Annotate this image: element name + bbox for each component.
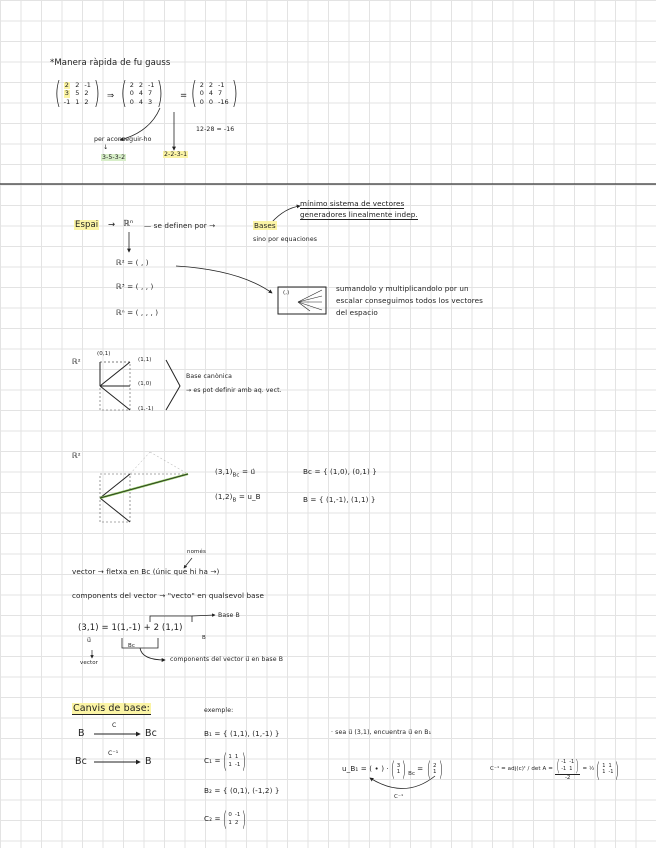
r2b-b: B = { (1,-1), (1,1) } [303, 495, 376, 504]
m1-cell: 2 [75, 81, 80, 90]
vecto-label: vector [80, 660, 99, 666]
desc-line-3: del espacio [336, 308, 378, 317]
ub-res-cell: 2 [433, 762, 437, 769]
desc-line-2: escalar conseguimos todos los vectores [336, 296, 484, 305]
adj-cell: -1 [569, 759, 575, 765]
final-cell: 1 [608, 762, 612, 769]
r2-tuple: ℝ² = ( , ) [116, 258, 149, 267]
box-vectors [298, 290, 322, 311]
m1-cell: 2 [84, 89, 89, 98]
ub-vec-cell: 3 [396, 762, 401, 769]
ub-eq: = [417, 764, 424, 774]
r2-to-box-curve [176, 266, 272, 293]
m3-cell: 0 [199, 97, 204, 106]
canvi-cinv-label: C⁻¹ [108, 750, 119, 757]
r2a-note-1: Base canònica [186, 373, 233, 380]
r2b-bc: Bc = { (1,0), (0,1) } [303, 467, 377, 476]
gauss-note-arrow: ↓ [103, 144, 109, 151]
canvi-c-label: C [112, 722, 117, 729]
matrix-1: ( 2 2 -1 3 5 2 -1 1 2 ) [54, 76, 100, 111]
bracket-top [150, 616, 192, 622]
row-b-text: 2-2-3-1 [164, 151, 188, 158]
m2-cell: 7 [148, 89, 153, 98]
cinv-curve-label: C⁻¹ [394, 794, 404, 800]
final-cell: -1 [608, 769, 614, 775]
m3-cell: 0 [208, 97, 213, 106]
r2a-p4: (1,-1) [138, 406, 154, 412]
adj-cell: -1 [561, 759, 567, 765]
components-note: components del vector u⃗ en base B [170, 656, 284, 663]
gauss-row-a [101, 155, 126, 161]
vector-fletxa: → fletxa en [97, 567, 139, 576]
bases-label [253, 222, 277, 229]
adj-fraction [555, 758, 581, 781]
box-label: (,) [283, 290, 290, 296]
r2a-p3: (1,0) [138, 381, 152, 387]
bc-small: Bc [128, 643, 135, 649]
m2-cell: 0 [129, 97, 134, 106]
matrix-2: ( 2 2 -1 0 4 7 0 4 3 ) [120, 76, 164, 111]
c1-def: C₁ = ( 1 1 1 -1 ) [204, 749, 247, 773]
matrix-3: ( 2 2 -1 0 4 7 0 0 -16 ) [190, 76, 238, 111]
m2-cell: -1 [148, 81, 155, 90]
final-cell: 1 [602, 769, 606, 775]
m1-cell: 1 [75, 97, 80, 106]
r2b-label: ℝ² [72, 451, 81, 460]
c1-label: C₁ = [204, 756, 221, 766]
c2-cell: 0 [228, 812, 232, 819]
defined-text: — se definen por → [144, 221, 216, 230]
r2a-label: ℝ² [72, 357, 81, 366]
c2-label: C₂ = [204, 814, 221, 824]
eq2-sub: B [232, 497, 237, 504]
vector-equation: (3,1) = 1(1,-1) + 2 (1,1) [78, 623, 183, 633]
m3-cell: 2 [199, 81, 204, 90]
m2-cell: 2 [138, 81, 143, 90]
eq1-sub: Bc [232, 472, 240, 479]
bases-arrow [272, 206, 300, 222]
exemple-label: exemple: [204, 707, 234, 714]
baseB-arrow [192, 615, 215, 616]
no-equations: sino por equaciones [253, 236, 318, 243]
vector-line-1 [72, 568, 219, 575]
canvis-title-text: Canvis de base: [73, 703, 150, 714]
c1-cell: -1 [234, 761, 241, 768]
rn-tuple: ℝⁿ = ( , , , ) [116, 308, 159, 317]
m3-cell: 7 [218, 89, 223, 98]
rn-label: ℝⁿ [123, 219, 134, 229]
m2-cell: 4 [138, 89, 143, 98]
m2-cell: 2 [129, 81, 134, 90]
desc-line-1: sumandolo y multiplicandolo por un [336, 284, 469, 293]
canvi-bc: Bc [145, 728, 157, 739]
m3-cell: 2 [208, 81, 213, 90]
vector-unic: (únic que hi ha →) [152, 567, 220, 576]
m1-cell: 2 [64, 81, 69, 90]
adj-cell: -1 [561, 765, 567, 772]
c1-cell: 1 [228, 761, 232, 768]
cinv-eq: C⁻¹ = adj(c)ᵗ / det A = [490, 765, 553, 772]
espai-arrow: → [108, 220, 116, 230]
adj-cell: 1 [569, 765, 573, 772]
r2b-eq1 [215, 468, 255, 479]
eq1-vec: (3,1) [215, 467, 233, 476]
m1-cell: 5 [75, 89, 80, 98]
eq2-rhs: = u_B [238, 492, 261, 501]
canvi-b-2: B [145, 756, 152, 767]
m2-cell: 0 [129, 89, 134, 98]
vector-bc: Bc [141, 567, 151, 576]
base-b-label: Base B [218, 612, 240, 619]
canvis-title [72, 704, 151, 714]
r2b-diagram [100, 452, 188, 522]
m1-cell: -1 [84, 81, 91, 90]
row-a-text: 3-5-3-2 [102, 154, 126, 161]
c2-def: C₂ = ( 0 -1 1 2 ) [204, 807, 247, 831]
vector-word: vector [72, 567, 96, 576]
gauss-row-b [163, 152, 188, 158]
cinv-formula: C⁻¹ = adj(c)ᵗ / det A = ( -1 -1 -1 1 ) -2 = ½ ( 1 1 1 -1 ) [490, 756, 620, 782]
ub-sub: Bc [408, 771, 416, 778]
ub-label: u_B₁ = ( • ) · [342, 764, 389, 774]
c2-cell: -1 [234, 812, 241, 819]
gauss-calc: 12-28 = -16 [196, 126, 235, 133]
b-small: B [202, 635, 206, 641]
adj-denominator: -2 [564, 775, 571, 781]
r2a-p2: (1,1) [138, 357, 152, 363]
c2-cell: 1 [228, 819, 232, 826]
ub-vec-cell: 1 [396, 769, 401, 775]
b2-def: B₂ = { (0,1), (-1,2) } [204, 786, 280, 795]
vector-line-2: components del vector → "vecto" en qualsevol base [72, 591, 264, 600]
gauss-arrow: ⇒ [107, 91, 115, 101]
m1-cell: 3 [64, 89, 69, 98]
m1-cell: -1 [63, 97, 71, 106]
m3-cell: 0 [199, 89, 204, 98]
m1-cell: 2 [84, 97, 89, 106]
r3-tuple: ℝ³ = ( , , ) [116, 282, 154, 291]
ub-res-cell: 1 [433, 769, 437, 775]
m3-cell: 4 [208, 89, 213, 98]
r2a-note-2: → es pot definir amb aq. vect. [186, 387, 282, 394]
canvi-bc-2: Bc [75, 756, 87, 767]
c1-cell: 1 [234, 754, 239, 761]
eq1-rhs: = u⃗ [241, 467, 256, 476]
c2-cell: 2 [234, 819, 239, 826]
m3-cell: -1 [218, 81, 225, 90]
bases-gen-text: generadores linealmente indep. [300, 210, 418, 219]
bases-min [300, 200, 404, 207]
espai-text: Espai [75, 220, 99, 230]
r2a-p1: (0,1) [97, 351, 111, 357]
half-label: = ½ [582, 765, 595, 772]
canvi-b: B [78, 728, 85, 739]
eq2-vec: (1,2) [215, 492, 233, 501]
nomes-text: només [187, 549, 206, 555]
c1-cell: 1 [228, 754, 232, 761]
gauss-eq: = [180, 91, 188, 101]
r2b-eq2 [215, 493, 261, 504]
m3-cell: -16 [218, 97, 229, 106]
final-cell: 1 [602, 762, 606, 769]
u-vector-label: u⃗ [87, 637, 92, 644]
r2a-brace [166, 360, 180, 410]
bases-gen [300, 211, 418, 218]
bases-text: Bases [254, 221, 276, 230]
adj-matrix: ( -1 -1 -1 1 ) [556, 756, 580, 775]
ub-equation: u_B₁ = ( • ) · ( 3 1 ) Bc = ( 2 1 ) [342, 757, 443, 781]
m2-cell: 4 [138, 97, 143, 106]
bases-min-text: mínimo sistema de vectores [300, 199, 405, 208]
espai-label [74, 221, 99, 230]
b1-def: B₁ = { (1,1), (1,-1) } [204, 729, 280, 738]
gauss-note: per aconseguir-ho [94, 136, 152, 143]
sea-text: · sea u⃗ (3,1), encuentra u⃗ en B₁ [331, 729, 432, 736]
gauss-title: *Manera ràpida de fu gauss [50, 58, 171, 68]
m2-cell: 3 [148, 97, 153, 106]
comp-curve [140, 648, 165, 660]
